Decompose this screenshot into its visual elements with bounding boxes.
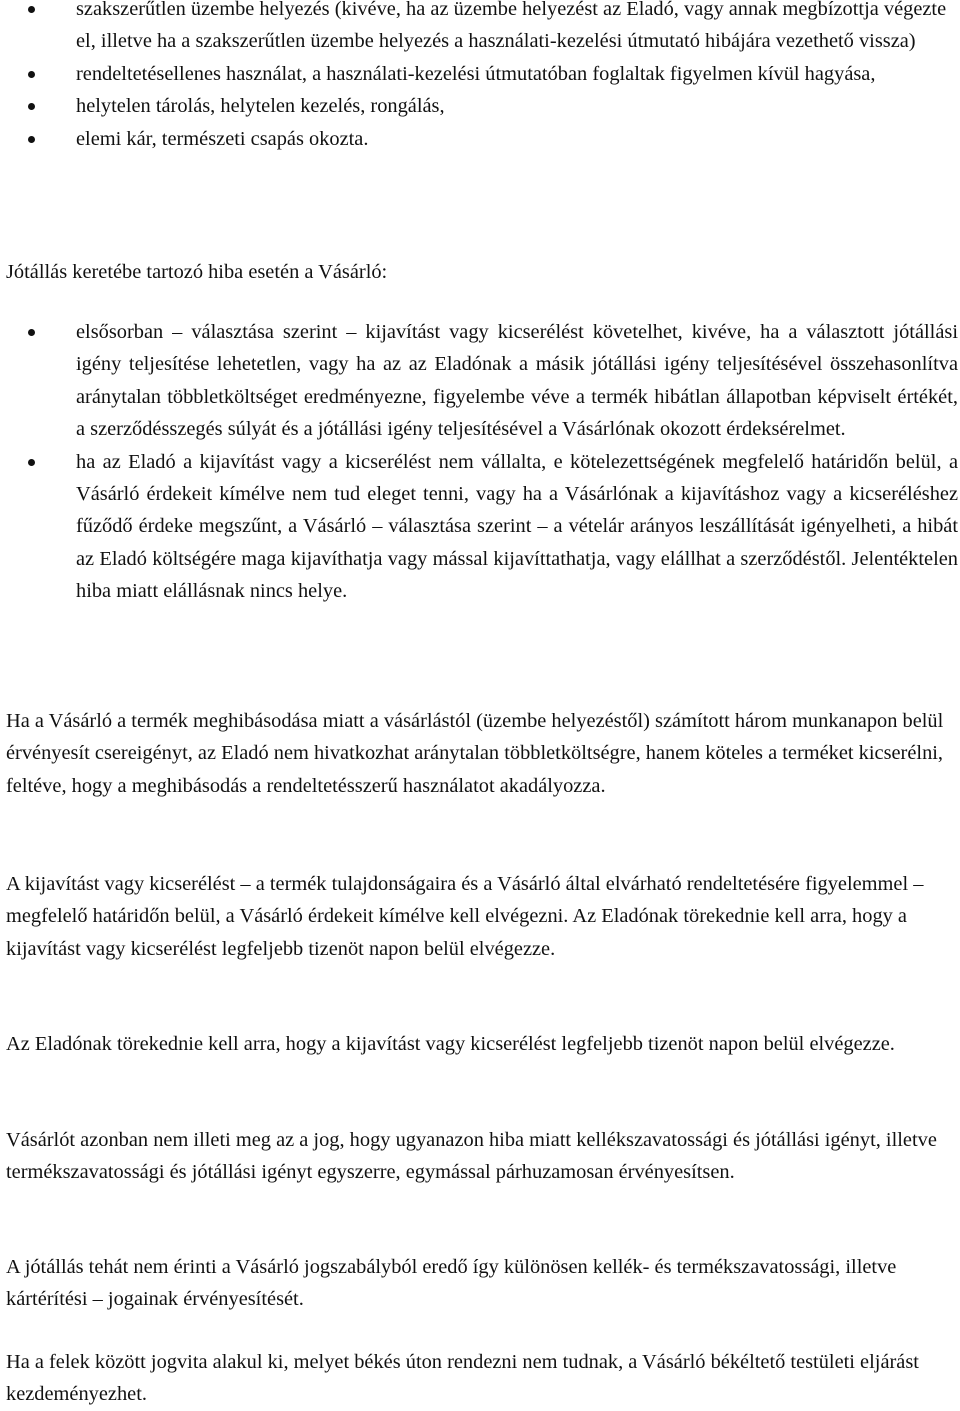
remedy-intro: Jótállás keretébe tartozó hiba esetén a Vásárló: <box>6 261 388 283</box>
list-item <box>0 58 960 90</box>
list-item-text: elemi kár, természeti csapás okozta. <box>76 127 369 150</box>
list-item <box>0 0 960 58</box>
paragraph-repair-deadline: A kijavítást vagy kicserélést – a termék tulajdonságaira és a Vásárló által elvárható rendeltetésére figyelemmel – megfelelő határidőn belül, a Vásárló érdekeit kímélve kell elvégezni. Az Eladónak törekednie kell arra, hogy a kijavítást vagy kicserélést legfeljebb tizenöt napon belül elvégezze. <box>6 873 924 960</box>
list-item-text: rendeltetésellenes használat, a használati-kezelési útmutatóban foglaltak figyelmen kívül hagyása, <box>76 62 876 85</box>
list-item <box>0 316 960 446</box>
list-item-text: helytelen tárolás, helytelen kezelés, rongálás, <box>76 95 445 118</box>
exclusion-list <box>0 0 960 155</box>
list-item <box>0 90 960 122</box>
list-item <box>0 446 960 608</box>
remedy-list <box>0 316 960 608</box>
paragraph-replacement-claim: Ha a Vásárló a termék meghibásodása miatt a vásárlástól (üzembe helyezéstől) számított három munkanapon belül érvényesít csereigényt, az Eladó nem hivatkozhat aránytalan többletköltségre, hanem köteles a terméket kicserélni, feltéve, hogy a meghibásodás a rendeltetésszerű használatot akadályozza. <box>6 710 944 797</box>
paragraph-parallel-claims: Vásárlót azonban nem illeti meg az a jog, hogy ugyanazon hiba miatt kellékszavatossági és jótállási igényt, illetve termékszavatossági és jótállási igényt egyszerre, egymással párhuzamosan érvényesítsen. <box>6 1129 937 1184</box>
list-item-text: ha az Eladó a kijavítást vagy a kicserélést nem vállalta, e kötelezettségének megfelelő határidőn belül, a Vásárló érdekeit kímélve nem tud eleget tenni, vagy ha a Vásárlónak a kijavításhoz vagy a kicseréléshez fűződő érdeke megszűnt, a Vásárló – választása szerint – a vételár arányos leszállítását igényelheti, a hibát az Eladó költségére maga kijavíthatja vagy mással kijavíttathatja, vagy elállhat a szerződéstől. Jelentéktelen hiba miatt elállásnak nincs helye. <box>76 450 958 603</box>
list-item-text: szakszerűtlen üzembe helyezés (kivéve, ha az üzembe helyezést az Eladó, vagy annak megbízottja végezte el, illetve ha a szakszerűtlen üzembe helyezés a használati-kezelési útmutató hibájára vezethető vissza) <box>76 0 947 53</box>
list-item <box>0 123 960 155</box>
paragraph-dispute-resolution: Ha a felek között jogvita alakul ki, melyet békés úton rendezni nem tudnak, a Vásárló békéltető testületi eljárást kezdeményezhet. <box>6 1351 919 1406</box>
paragraph-statutory-rights: A jótállás tehát nem érinti a Vásárló jogszabályból eredő így különösen kellék- és termékszavatossági, illetve kártérítési – jogainak érvényesítését. <box>6 1256 897 1311</box>
list-item-text: elsősorban – választása szerint – kijavítást vagy kicserélést követelhet, kivéve, ha a választott jótállási igény teljesítése lehetetlen, vagy ha az az Eladónak a másik jótállási igény teljesítésével összehasonlítva aránytalan többletköltséget eredményezne, figyelembe véve a termék hibátlan állapotban képviselt értékét, a szerződésszegés súlyát és a jótállási igény teljesítésével a Vásárlónak okozott érdeksérelmet. <box>76 321 958 441</box>
paragraph-fifteen-days: Az Eladónak törekednie kell arra, hogy a kijavítást vagy kicserélést legfeljebb tizenöt napon belül elvégezze. <box>6 1033 895 1055</box>
